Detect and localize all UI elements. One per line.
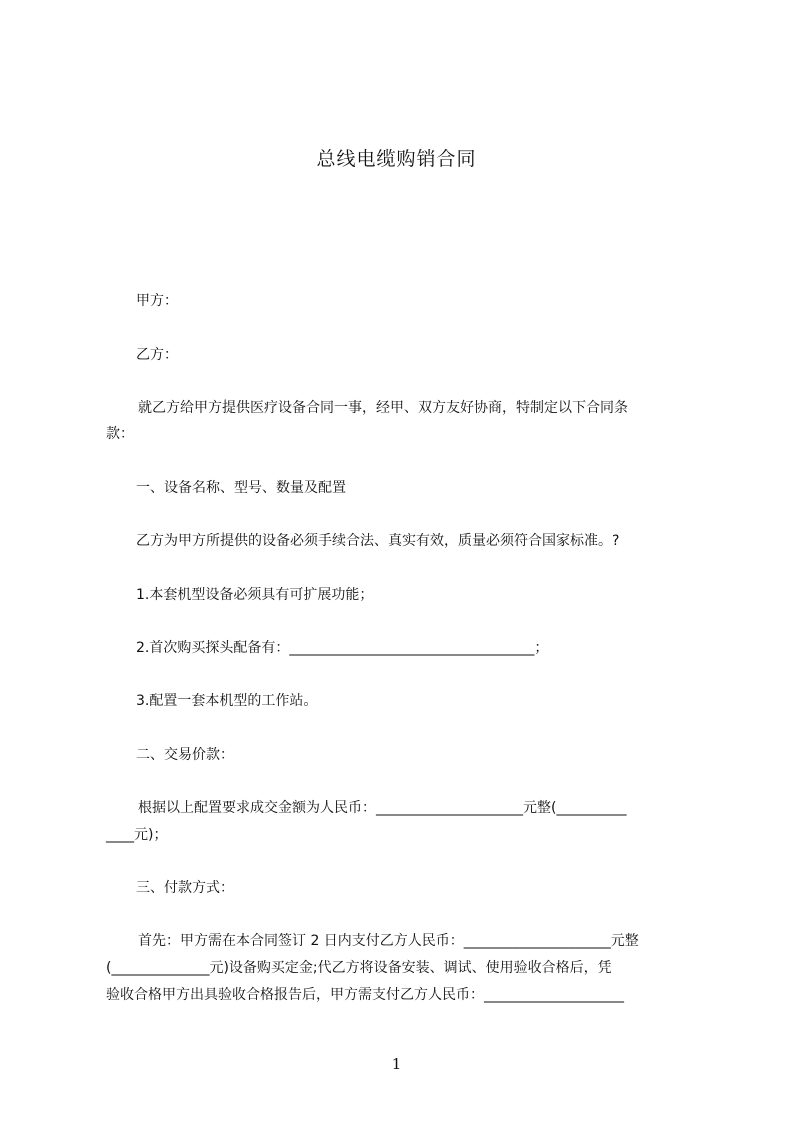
section-1-heading: 一、设备名称、型号、数量及配置 [136, 480, 346, 496]
section-3-heading: 三、付款方式： [136, 880, 234, 896]
section-1-item-1: 1.本套机型设备必须具有可扩展功能； [136, 587, 374, 603]
party-a-label: 甲方： [136, 293, 178, 309]
section-3-paragraph-line-2: (______________元)设备购买定金;代乙方将设备安装、调试、使用验收合格后，凭 [106, 960, 612, 976]
section-2-heading: 二、交易价款： [136, 747, 234, 763]
party-b-label: 乙方： [136, 347, 178, 363]
intro-paragraph-line-2: 款： [106, 426, 134, 442]
document-title: 总线电缆购销合同 [316, 148, 477, 170]
section-1-statement: 乙方为甲方所提供的设备必须手续合法、真实有效，质量必须符合国家标准。? [136, 533, 620, 549]
intro-paragraph-line-1: 就乙方给甲方提供医疗设备合同一事，经甲、双方友好协商，特制定以下合同条 [138, 400, 628, 416]
section-3-paragraph-line-1: 首先：甲方需在本合同签订 2 日内支付乙方人民币：_____________________元整 [138, 933, 639, 949]
section-1-item-2: 2.首次购买探头配备有：___________________________________； [136, 640, 549, 656]
section-1-item-3: 3.配置一套本机型的工作站。 [136, 693, 318, 709]
section-2-paragraph-line-1: 根据以上配置要求成交金额为人民币：_____________________元整(__________ [138, 800, 627, 816]
section-3-paragraph-line-3: 验收合格甲方出具验收合格报告后，甲方需支付乙方人民币：____________________ [106, 987, 624, 1003]
page-number: 1 [391, 1055, 402, 1073]
section-2-paragraph-line-2: ____元)； [106, 827, 168, 843]
